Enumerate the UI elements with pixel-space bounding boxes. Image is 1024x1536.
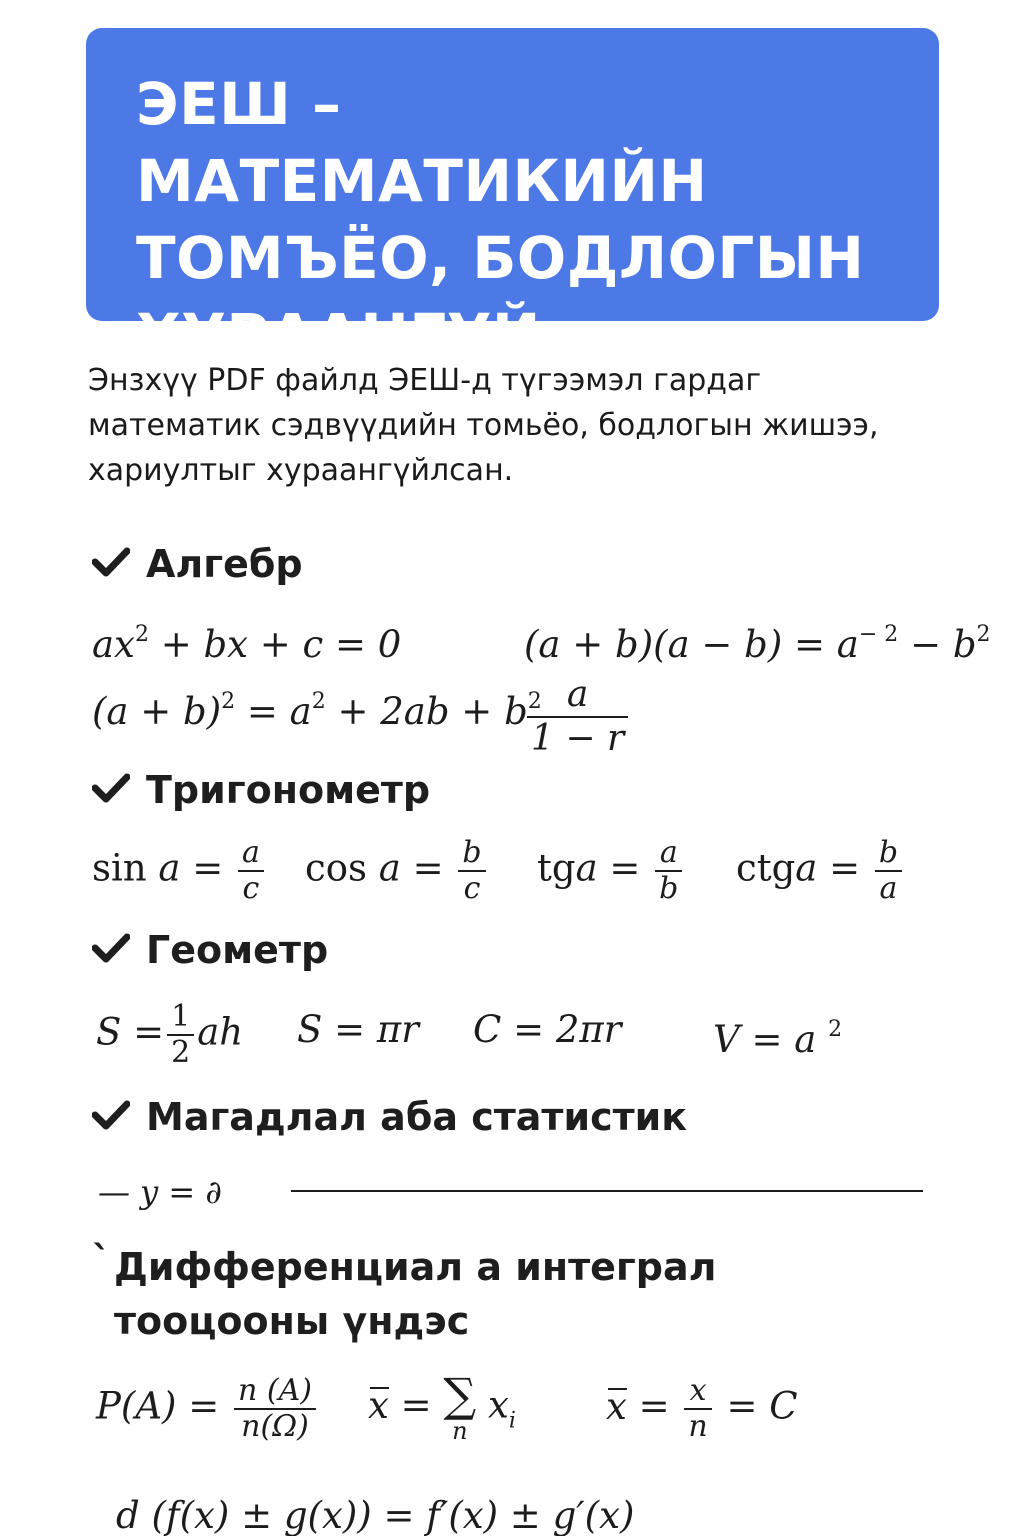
intro-paragraph: Энзхүү PDF файлд ЭЕШ-д түгээмэл гардаг математик сэдвүүдийн томьёо, бодлогын жишээ, хариултыг хураангүйлсан. <box>88 363 879 488</box>
checkmark-icon <box>92 763 132 817</box>
formula-sum: x = ∑ n $x_i$ <box>368 1368 516 1445</box>
section-heading-trigonometry <box>92 763 430 817</box>
checkmark-icon <box>92 923 132 977</box>
formula-circle-area: S = πr <box>297 1008 419 1051</box>
section-heading-text: Алгебр <box>146 542 303 586</box>
backtick-marker: ` <box>92 1238 111 1282</box>
section-heading-probability-statistics <box>92 1090 687 1144</box>
formula-cube-volume: V = a $^2$ <box>713 1017 843 1061</box>
formula-quadratic-equation: $ax^2$ + bx + c = 0 <box>92 622 402 666</box>
formula-geometric-series-fraction <box>524 676 631 758</box>
formula-probability: P(A) = $\frac{n (A)}{n(\Omega)}$ <box>96 1376 319 1442</box>
formula-circumference: C = 2πr <box>473 1008 622 1051</box>
formula-square-of-sum: $(a + b)^2 = a^2 + 2ab + b^2$ <box>92 689 542 733</box>
title-banner <box>86 28 939 369</box>
checkmark-icon <box>92 1090 132 1144</box>
formula-mean: x = $\frac{x}{n}$ = C <box>606 1373 798 1444</box>
page-title: ЭЕШ – МАТЕМАТИКИЙН ТОМЪЁО, БОДЛОГЫН ХУРААНГУЙ <box>136 70 865 369</box>
section-heading-algebra <box>92 537 303 591</box>
section-heading-geometry <box>92 923 328 977</box>
formula-tangent-ratio: tga = $\frac{a}{b}$ <box>537 838 685 904</box>
formula-sine-ratio: sin a = $\frac{a}{c}$ <box>92 838 267 904</box>
section-heading-text: Тригонометр <box>146 768 431 812</box>
formula-derivative-sum-rule: d (f(x) ± g(x)) = f′(x) ± g′(x) <box>116 1494 635 1536</box>
formula-triangle-area: S = $\frac{1}{2}$ ah <box>96 999 244 1070</box>
formula-cotangent-ratio: ctga = $\frac{b}{a}$ <box>736 838 905 904</box>
section-heading-text: Дифференциал а интеграл тооцооны үндэс <box>114 1245 717 1343</box>
formula-statistics-fragment: — y = ∂ <box>98 1173 222 1211</box>
formula-difference-of-squares: $(a + b)(a - b) = a^{- 2} - b^2$ <box>524 622 991 666</box>
section-heading-calculus <box>92 1240 932 1348</box>
section-heading-text: Геометр <box>146 928 329 972</box>
fraction-numerator: a <box>566 674 589 715</box>
blank-answer-line <box>291 1190 923 1192</box>
fraction-denominator: 1 − r <box>531 718 625 759</box>
checkmark-icon <box>92 537 132 591</box>
formula-cosine-ratio: cos a = $\frac{b}{c}$ <box>305 838 489 904</box>
section-heading-text: Магадлал аба статистик <box>146 1095 688 1139</box>
